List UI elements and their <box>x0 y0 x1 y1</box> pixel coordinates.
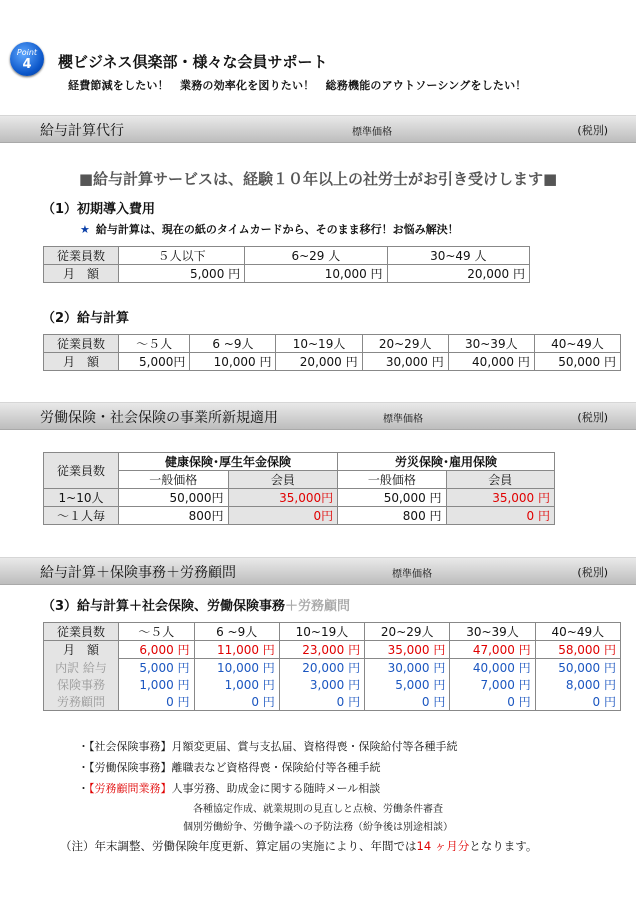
list-item <box>78 780 380 796</box>
table-cell: 月 額 <box>44 641 119 659</box>
table-cell: 7,000 円 <box>450 676 535 693</box>
bullet-bracket: 【社会保険事務】 <box>89 740 172 753</box>
table-cell: 1~10人 <box>44 489 119 507</box>
table-cell: 50,000 円 <box>534 353 620 371</box>
table-cell: 800円 <box>119 507 229 525</box>
table-cell: 35,000 円 <box>365 641 450 659</box>
table-cell: 従業員数 <box>44 623 119 641</box>
initial-cost-heading: （1）初期導入費用 <box>42 202 156 217</box>
star-icon: ★ <box>80 223 90 236</box>
tax-note: (税別) <box>577 566 608 579</box>
table-cell: 10,000 円 <box>194 659 279 677</box>
table-row <box>44 453 555 471</box>
table-group-header: 健康保険･厚生年金保険 <box>119 453 338 471</box>
table-cell: 30,000 円 <box>362 353 448 371</box>
table-cell: 20,000 円 <box>279 659 364 677</box>
footnote <box>60 838 537 854</box>
table-cell: ～５人 <box>119 623 195 641</box>
note-text: 給与計算は、現在の紙のタイムカードから、そのまま移行！お悩み解決！ <box>95 223 459 236</box>
table-cell: 10~19人 <box>276 335 362 353</box>
table-cell: 従業員数 <box>44 453 119 489</box>
table-row <box>44 353 621 371</box>
bullet-text: 月額変更届、賞与支払届、資格得喪・保険給付等各種手続 <box>171 740 458 753</box>
combined-table <box>43 622 621 711</box>
standard-price-label: 標準価格 <box>352 127 392 138</box>
table-cell: 8,000 円 <box>535 676 620 693</box>
table-cell: 40~49人 <box>535 623 620 641</box>
table-group-header: 労災保険･雇用保険 <box>338 453 555 471</box>
table-cell: 6 ~9人 <box>190 335 276 353</box>
combined-heading-main: （3）給与計算＋社会保険、労働保険事務 <box>42 599 286 614</box>
table-cell: 30,000 円 <box>365 659 450 677</box>
table-cell: 6,000 円 <box>119 641 195 659</box>
insurance-table <box>43 452 555 525</box>
table-cell: 6~29 人 <box>245 247 387 265</box>
table-cell: 20~29人 <box>365 623 450 641</box>
table-cell: 従業員数 <box>44 247 119 265</box>
table-cell: 10~19人 <box>279 623 364 641</box>
table-cell: 35,000 円 <box>446 489 554 507</box>
table-cell: ５人以下 <box>119 247 245 265</box>
point-badge <box>10 42 44 76</box>
table-cell: 1,000 円 <box>194 676 279 693</box>
table-row <box>44 489 555 507</box>
list-item <box>78 738 458 754</box>
tax-note: (税別) <box>577 411 608 424</box>
table-row <box>44 676 621 693</box>
section-bar-title: 給与計算＋保険事務＋労務顧問 <box>40 565 236 581</box>
table-cell: 35,000円 <box>228 489 338 507</box>
table-cell: 0 円 <box>119 693 195 711</box>
lead-statement: ■給与計算サービスは、経験１０年以上の社労士がお引き受けします■ <box>78 170 558 188</box>
badge-number: 4 <box>22 57 32 72</box>
table-cell: 10,000 円 <box>245 265 387 283</box>
table-cell: 30~39人 <box>450 623 535 641</box>
table-row <box>44 659 621 677</box>
table-cell: 5,000 円 <box>365 676 450 693</box>
table-cell: 1,000 円 <box>119 676 195 693</box>
table-row <box>44 471 555 489</box>
table-cell: 3,000 円 <box>279 676 364 693</box>
table-cell: 47,000 円 <box>450 641 535 659</box>
table-cell: 6 ~9人 <box>194 623 279 641</box>
table-cell: 50,000 円 <box>535 659 620 677</box>
table-cell: 30~39人 <box>448 335 534 353</box>
table-cell: 11,000 円 <box>194 641 279 659</box>
table-row <box>44 507 555 525</box>
table-cell: 0 円 <box>279 693 364 711</box>
bullet-bracket: 【労働保険事務】 <box>89 761 172 774</box>
table-cell: 0 円 <box>194 693 279 711</box>
payroll-table <box>43 334 621 371</box>
table-cell: 5,000円 <box>119 353 190 371</box>
table-cell: 0 円 <box>446 507 554 525</box>
standard-price-label: 標準価格 <box>392 569 432 580</box>
table-cell: ～１人毎 <box>44 507 119 525</box>
table-cell: 50,000円 <box>119 489 229 507</box>
section-bar-combined <box>0 557 636 585</box>
bullet-text: 離職表など資格得喪・保険給付等各種手続 <box>171 761 381 774</box>
table-cell: 一般価格 <box>338 471 446 489</box>
table-cell: 5,000 円 <box>119 659 195 677</box>
combined-heading-extra: ＋労務顧問 <box>285 599 351 614</box>
initial-cost-note <box>80 221 459 237</box>
table-cell: ～５人 <box>119 335 190 353</box>
table-cell: 保険事務 <box>44 676 119 693</box>
advisory-subnote: 各種協定作成、就業規則の見直しと点検、労働条件審査 <box>193 804 443 815</box>
table-cell: 5,000 円 <box>119 265 245 283</box>
table-cell: 0円 <box>228 507 338 525</box>
table-cell: 内訳 給与 <box>44 659 119 677</box>
table-row <box>44 247 530 265</box>
table-cell: 10,000 円 <box>190 353 276 371</box>
table-cell: 20~29人 <box>362 335 448 353</box>
table-cell: 30~49 人 <box>387 247 529 265</box>
table-cell: 労務顧問 <box>44 693 119 711</box>
table-cell: 0 円 <box>450 693 535 711</box>
bullet-text: 人事労務、助成金に関する随時メール相談 <box>171 782 381 795</box>
table-row <box>44 265 530 283</box>
table-cell: 800 円 <box>338 507 446 525</box>
section-bar-payroll <box>0 115 636 143</box>
list-item <box>78 759 381 775</box>
footnote-highlight: 14 ヶ月分 <box>416 839 470 853</box>
table-cell: 月 額 <box>44 353 119 371</box>
table-cell: 40~49人 <box>534 335 620 353</box>
footnote-text: （注）年末調整、労働保険年度更新、算定届の実施により、年間では <box>60 839 417 853</box>
page-title: 櫻ビジネス倶楽部・様々な会員サポート <box>58 53 328 71</box>
table-cell: 0 円 <box>365 693 450 711</box>
table-cell: 20,000 円 <box>276 353 362 371</box>
table-cell: 50,000 円 <box>338 489 446 507</box>
table-row <box>44 641 621 659</box>
bullet-dot: ・ <box>78 740 89 753</box>
table-cell: 20,000 円 <box>387 265 529 283</box>
table-row <box>44 623 621 641</box>
badge-label: Point <box>16 48 38 57</box>
tax-note: (税別) <box>577 124 608 137</box>
bullet-bracket: 【労務顧問業務】 <box>89 782 172 795</box>
initial-cost-table <box>43 246 530 283</box>
bullet-dot: ・ <box>78 782 89 795</box>
table-cell: 0 円 <box>535 693 620 711</box>
table-cell: 従業員数 <box>44 335 119 353</box>
table-cell: 一般価格 <box>119 471 229 489</box>
table-cell: 40,000 円 <box>450 659 535 677</box>
bullet-dot: ・ <box>78 761 89 774</box>
table-cell: 月 額 <box>44 265 119 283</box>
footnote-text: となります。 <box>469 839 538 853</box>
table-cell: 23,000 円 <box>279 641 364 659</box>
section-bar-title: 労働保険・社会保険の事業所新規適用 <box>40 410 278 426</box>
table-row <box>44 693 621 711</box>
table-row <box>44 335 621 353</box>
section-bar-title: 給与計算代行 <box>40 123 124 139</box>
payroll-heading: （2）給与計算 <box>42 311 130 326</box>
section-bar-insurance <box>0 402 636 430</box>
combined-heading <box>42 595 350 614</box>
page-subtitle: 経費節減をしたい！ 業務の効率化を図りたい！ 総務機能のアウトソーシングをしたい！ <box>68 79 527 92</box>
table-cell: 会員 <box>446 471 554 489</box>
standard-price-label: 標準価格 <box>383 414 423 425</box>
table-cell: 40,000 円 <box>448 353 534 371</box>
table-cell: 58,000 円 <box>535 641 620 659</box>
advisory-subnote: 個別労働紛争、労働争議への予防法務（紛争後は別途相談） <box>183 822 453 833</box>
table-cell: 会員 <box>228 471 338 489</box>
